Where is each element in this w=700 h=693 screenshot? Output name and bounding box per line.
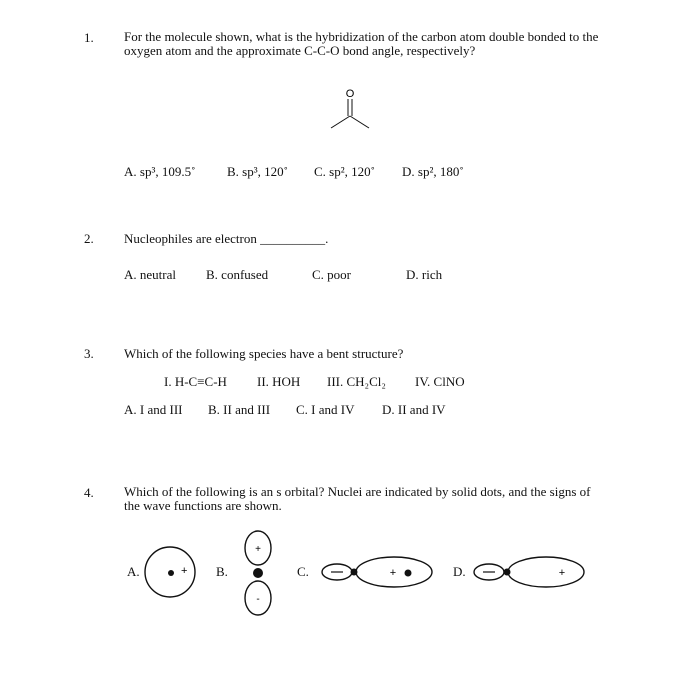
orbital-b-plus-sign: + [255, 544, 261, 555]
methyl-bond-right [350, 116, 369, 128]
orbital-a[interactable] [143, 543, 203, 603]
orbital-b-nucleus [253, 568, 263, 578]
q3-choice-d[interactable]: D. II and IV [382, 402, 446, 417]
orbital-c-nucleus-right [405, 570, 412, 577]
q4-choice-a-label[interactable]: A. [127, 564, 140, 579]
orbital-d-nucleus [504, 569, 511, 576]
q3-choice-b[interactable]: B. II and III [208, 402, 271, 417]
q3-species-3: III. CH₂Cl₂ [327, 374, 386, 389]
q2-number: 2. [84, 231, 94, 246]
q1-text-line2: oxygen atom and the approximate C-C-O bond angle, respectively? [124, 43, 476, 58]
q4-text-line2: the wave functions are shown. [124, 498, 282, 513]
q2-choice-d[interactable]: D. rich [406, 267, 443, 282]
q2-choice-a[interactable]: A. neutral [124, 267, 176, 282]
q1-number: 1. [84, 30, 94, 45]
q4-choice-b-label[interactable]: B. [216, 564, 228, 579]
orbital-b-minus-sign: - [256, 594, 260, 605]
q2-text: Nucleophiles are electron __________. [124, 231, 329, 246]
orbital-c[interactable] [318, 553, 438, 593]
q2-choice-b[interactable]: B. confused [206, 267, 269, 282]
methyl-bond-left [331, 116, 350, 128]
q1-choice-d[interactable]: D. sp², 180˚ [402, 164, 464, 179]
orbital-a-nucleus [168, 570, 174, 576]
q3-species-2: II. HOH [257, 374, 301, 389]
q1-text-line1: For the molecule shown, what is the hybridization of the carbon atom double bonded to the [124, 29, 599, 44]
q1-choice-c[interactable]: C. sp², 120˚ [314, 164, 375, 179]
q3-number: 3. [84, 346, 94, 361]
q4-choice-c-label[interactable]: C. [297, 564, 309, 579]
q1-choice-b[interactable]: B. sp³, 120˚ [227, 164, 288, 179]
q3-choice-a[interactable]: A. I and III [124, 402, 183, 417]
q3-species-1: I. H-C≡C-H [164, 374, 227, 389]
q3-text: Which of the following species have a bent structure? [124, 346, 404, 361]
orbital-d-plus-sign: + [558, 567, 566, 579]
orbital-d[interactable] [470, 553, 590, 593]
q2-choice-c[interactable]: C. poor [312, 267, 351, 282]
orbital-d-large-lobe [508, 557, 584, 587]
orbital-a-sign: + [181, 565, 188, 577]
acetone-molecule [325, 86, 375, 136]
q4-text-line1: Which of the following is an s orbital? Nuclei are indicated by solid dots, and the signs of [124, 484, 591, 499]
q1-choice-a[interactable]: A. sp³, 109.5˚ [124, 164, 196, 179]
q3-choice-c[interactable]: C. I and IV [296, 402, 355, 417]
q4-choice-d-label[interactable]: D. [453, 564, 466, 579]
q4-number: 4. [84, 485, 94, 500]
q3-species-4: IV. ClNO [415, 374, 465, 389]
molecule-oxygen-label: O [345, 88, 355, 100]
orbital-c-plus-sign: + [389, 567, 397, 579]
orbital-b[interactable] [238, 530, 278, 630]
